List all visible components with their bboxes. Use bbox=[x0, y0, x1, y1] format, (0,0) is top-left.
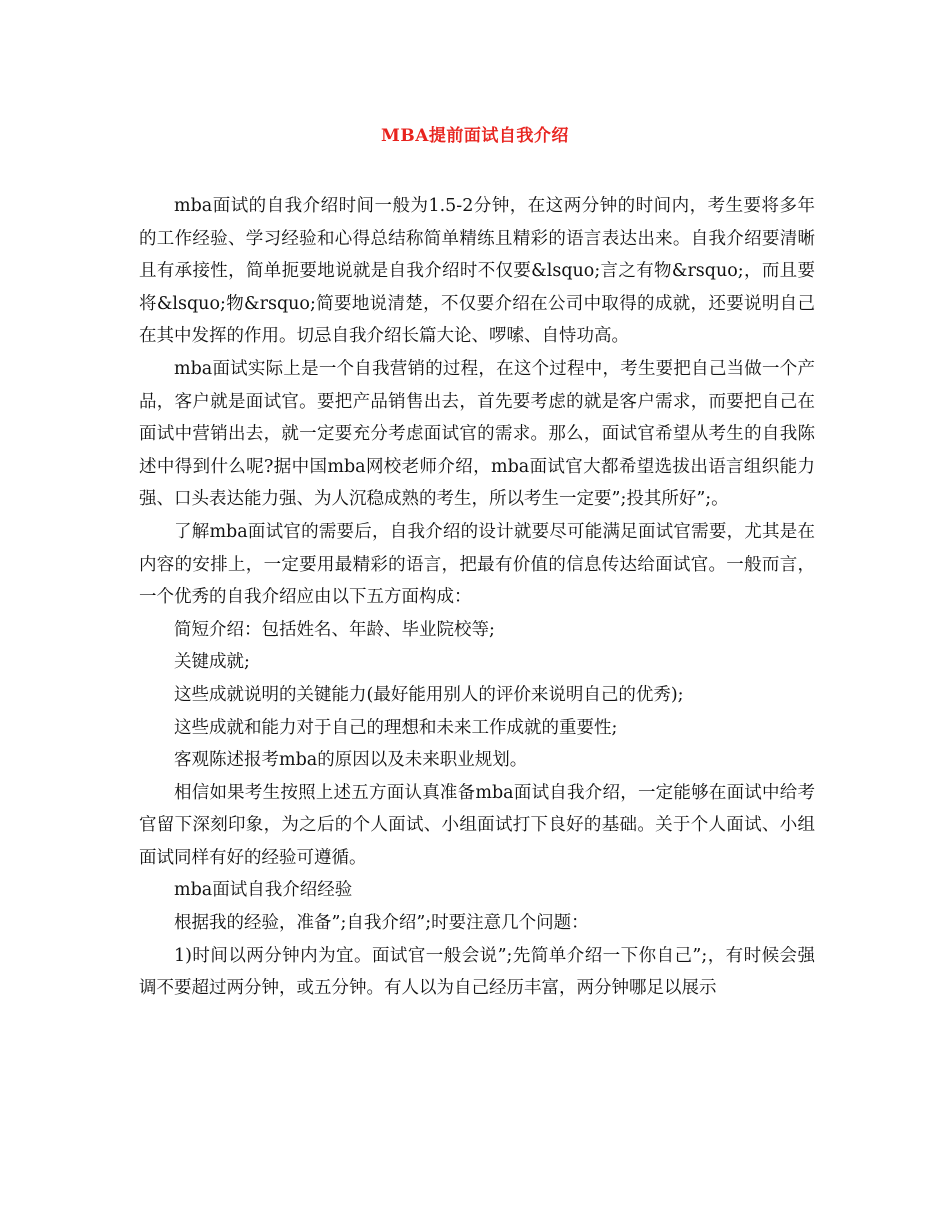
paragraph: mba面试实际上是一个自我营销的过程，在这个过程中，考生要把自己当做一个产品，客户就是面试官。要把产品销售出去，首先要考虑的就是客户需求，而要把自己在面试中营销出去，就一定要充分考虑面试官的需求。那么，面试官希望从考生的自我陈述中得到什么呢?据中国mba网校老师介绍，mba面试官大都希望选拔出语言组织能力强、口头表达能力强、为人沉稳成熟的考生，所以考生一定要”;投其所好”;。 bbox=[139, 358, 815, 510]
document-title: MBA提前面试自我介绍 bbox=[381, 126, 569, 146]
document-body bbox=[139, 190, 815, 1005]
paragraph: mba面试的自我介绍时间一般为1.5-2分钟，在这两分钟的时间内，考生要将多年的工作经验、学习经验和心得总结称简单精练且精彩的语言表达出来。自我介绍要清晰且有承接性，简单扼要地说就是自我介绍时不仅要&lsquo;言之有物&rsquo;，而且要将&lsquo;物&rsquo;简要地说清楚，不仅要介绍在公司中取得的成就，还要说明自己在其中发挥的作用。切忌自我介绍长篇大论、啰嗦、自恃功高。 bbox=[139, 196, 815, 347]
list-item: 客观陈述报考mba的原因以及未来职业规划。 bbox=[174, 750, 528, 771]
section-heading: mba面试自我介绍经验 bbox=[174, 880, 353, 901]
paragraph: 根据我的经验，准备”;自我介绍”;时要注意几个问题： bbox=[174, 913, 589, 934]
list-item: 这些成就说明的关键能力(最好能用别人的评价来说明自己的优秀); bbox=[174, 684, 684, 705]
paragraph: 相信如果考生按照上述五方面认真准备mba面试自我介绍，一定能够在面试中给考官留下深刻印象，为之后的个人面试、小组面试打下良好的基础。关于个人面试、小组面试同样有好的经验可遵循。 bbox=[139, 782, 815, 868]
paragraph: 了解mba面试官的需要后，自我介绍的设计就要尽可能满足面试官需要，尤其是在内容的安排上，一定要用最精彩的语言，把最有价值的信息传达给面试官。一般而言，一个优秀的自我介绍应由以下五方面构成： bbox=[139, 521, 815, 608]
paragraph: 1)时间以两分钟内为宜。面试官一般会说”;先简单介绍一下你自己”;，有时候会强调不要超过两分钟，或五分钟。有人以为自己经历丰富，两分钟哪足以展示 bbox=[139, 945, 815, 999]
list-item: 这些成就和能力对于自己的理想和未来工作成就的重要性; bbox=[174, 717, 618, 738]
list-item: 简短介绍：包括姓名、年龄、毕业院校等; bbox=[174, 619, 495, 640]
list-item: 关键成就; bbox=[174, 652, 250, 673]
